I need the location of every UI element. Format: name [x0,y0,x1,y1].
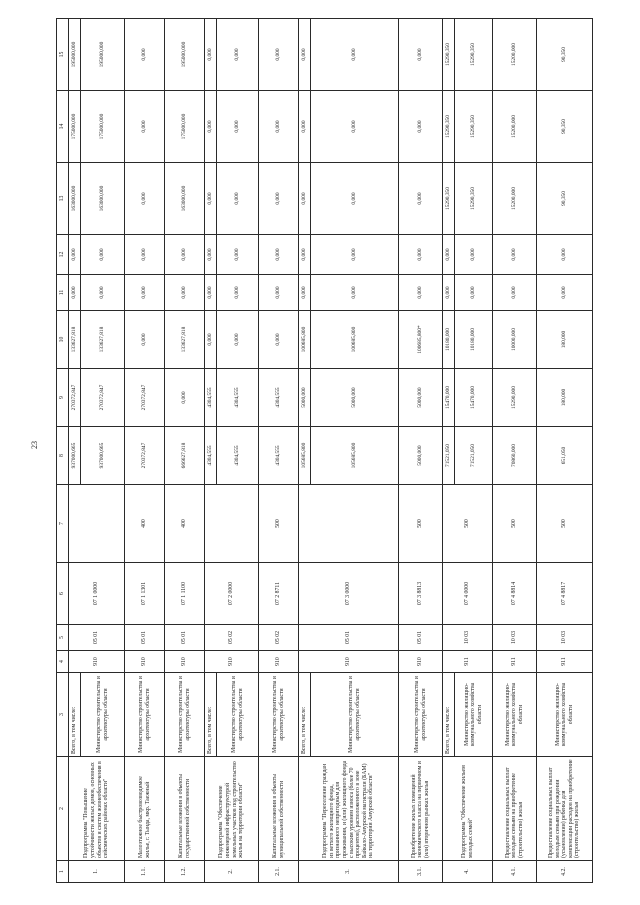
value-cell: 195000,000 [165,19,205,91]
value-cell: 270372,847 [69,369,81,427]
value-cell: 0,000 [165,275,205,311]
code-cell: 500 [493,485,537,563]
budget-table [56,18,593,883]
code-cell: 07 3 8813 [399,563,443,625]
value-cell: 0,000 [125,19,165,91]
value-cell: 0,000 [399,19,443,91]
value-cell: 4304,555 [259,369,299,427]
value-cell: 0,000 [399,235,443,275]
code-cell: 911 [537,651,593,673]
value-cell: 0,000 [455,275,493,311]
value-cell: 666627,818 [165,427,205,485]
code-cell: 400 [165,485,205,563]
code-cell: 500 [443,485,493,563]
subprogram-row [205,19,217,883]
value-cell: 15290,350 [443,91,455,163]
value-cell: 0,000 [205,19,217,91]
code-cell [69,485,125,563]
number-cell: 3.1. [399,861,443,883]
executor-cell: Всего, в том числе: [299,673,311,757]
code-cell: 910 [69,651,125,673]
code-cell: 910 [205,651,259,673]
value-cell: 15290,350 [443,163,455,235]
value-cell: 0,000 [205,91,217,163]
value-cell: 0,000 [217,235,259,275]
executor-cell: Министерство строительства и архитектуры области [259,673,299,757]
value-cell: 270372,847 [125,427,165,485]
table-row [81,19,125,883]
column-number-row [57,19,69,883]
value-cell: 163000,000 [165,163,205,235]
value-cell: 71521,050 [443,427,455,485]
value-cell: 5000,000 [299,369,311,427]
executor-cell: Министерство строительства и архитектуры области [81,673,125,757]
value-cell: 180,000 [537,311,593,369]
value-cell: 0,000 [205,275,217,311]
name-cell: Подпрограмма "Повышение устойчивости жилых домов, основных объектов и систем жизнеобеспечения в сейсмических районах области" [69,757,125,861]
value-cell: 175000,000 [69,91,81,163]
value-cell: 0,000 [165,369,205,427]
code-cell [299,485,399,563]
value-cell: 15200,000 [493,163,537,235]
value-cell: 15290,000 [493,369,537,427]
value-cell: 10000,000 [493,311,537,369]
code-cell: 910 [165,651,205,673]
name-cell: Подпрограмма "Обеспечение инженерной инфраструктурой земельных участков под строительство жилья на территории области" [205,757,259,861]
table-row [399,19,443,883]
value-cell: 10180,000 [443,311,455,369]
name-cell: Предоставление социальных выплат молодым семьям при рождении (усыновлении) ребенка для компенсации расходов на приобретение (строительство) жилья [537,757,593,861]
value-cell: 175000,000 [165,91,205,163]
number-cell: 2. [205,861,259,883]
value-cell: 0,000 [205,235,217,275]
value-cell: 4304,555 [205,427,217,485]
executor-cell: Министерство жилищно-коммунального хозяйства области [455,673,493,757]
value-cell: 0,000 [311,163,399,235]
number-cell: 4. [443,861,493,883]
executor-cell: Всего, в том числе: [205,673,217,757]
value-cell: 0,000 [311,19,399,91]
value-cell: 0,000 [299,163,311,235]
value-cell: 0,000 [165,235,205,275]
value-cell: 15470,000 [443,369,455,427]
column-number-header: 3 [57,673,69,757]
value-cell: 0,000 [69,275,81,311]
value-cell: 0,000 [299,275,311,311]
value-cell: 15290,350 [455,91,493,163]
table-body [69,19,593,883]
code-cell: 05 01 [165,625,205,651]
code-cell: 05 02 [259,625,299,651]
column-number-header: 6 [57,563,69,625]
table-row [217,19,259,883]
table-row [125,19,165,883]
value-cell: 0,000 [205,163,217,235]
value-cell: 0,000 [299,91,311,163]
code-cell: 500 [259,485,299,563]
value-cell: 0,000 [217,311,259,369]
value-cell: 0,000 [125,235,165,275]
subprogram-row [443,19,455,883]
executor-cell: Министерство строительства и архитектуры области [125,673,165,757]
value-cell: 270372,847 [125,369,165,427]
table-row [259,19,299,883]
table-row [493,19,537,883]
value-cell: 10180,000 [455,311,493,369]
number-cell: 1.2. [165,861,205,883]
value-cell: 0,000 [259,91,299,163]
number-cell: 3. [299,861,399,883]
code-cell: 07 4 0000 [443,563,493,625]
value-cell: 270372,847 [81,369,125,427]
code-cell: 910 [399,651,443,673]
value-cell: 70860,000 [493,427,537,485]
code-cell: 910 [125,651,165,673]
executor-cell: Министерство жилищно-коммунального хозяйства области [537,673,593,757]
value-cell: 0,000 [259,275,299,311]
page-number: 23 [30,441,39,449]
column-number-header: 1 [57,861,69,883]
column-number-header: 14 [57,91,69,163]
column-number-header: 13 [57,163,69,235]
column-number-header: 8 [57,427,69,485]
name-cell: Малоэтажное быстровозводимое жилье, г. Тында, мкр. Таежный [125,757,165,861]
value-cell: 175000,000 [81,91,125,163]
executor-cell: Всего, в том числе: [69,673,81,757]
code-cell: 05 02 [205,625,259,651]
value-cell: 0,000 [205,311,217,369]
code-cell: 10 03 [443,625,493,651]
value-cell: 0,000 [217,91,259,163]
value-cell: 0,000 [125,163,165,235]
value-cell: 0,000 [299,235,311,275]
name-cell: Приобретение жилых помещений экономического класса на первичном и (или) вторичном рынках жилья [399,757,443,861]
value-cell: 90,350 [537,91,593,163]
code-cell: 07 1 1301 [125,563,165,625]
value-cell: 100685,800* [399,311,443,369]
value-cell: 5000,000 [311,369,399,427]
value-cell: 100685,800 [311,311,399,369]
value-cell: 0,000 [125,275,165,311]
value-cell: 0,000 [537,275,593,311]
table-row [165,19,205,883]
value-cell: 4304,555 [217,427,259,485]
value-cell: 0,000 [125,91,165,163]
value-cell: 133627,818 [81,311,125,369]
number-cell: 1.1. [125,861,165,883]
code-cell: 07 4 8817 [537,563,593,625]
value-cell: 0,000 [69,235,81,275]
value-cell: 0,000 [81,235,125,275]
value-cell: 4304,555 [205,369,217,427]
value-cell: 0,000 [217,163,259,235]
code-cell: 500 [399,485,443,563]
value-cell: 163000,000 [69,163,81,235]
code-cell: 05 01 [299,625,399,651]
value-cell: 195000,000 [69,19,81,91]
value-cell: 15200,000 [493,91,537,163]
name-cell: Капитальные вложения в объекты муниципальной собственности [259,757,299,861]
value-cell: 163000,000 [81,163,125,235]
value-cell: 0,000 [443,275,455,311]
column-number-header: 12 [57,235,69,275]
value-cell: 15200,000 [493,19,537,91]
table-row [537,19,593,883]
number-cell: 2.1. [259,861,299,883]
value-cell: 4304,555 [217,369,259,427]
code-cell [205,485,259,563]
value-cell: 0,000 [399,163,443,235]
value-cell: 0,000 [399,275,443,311]
value-cell: 5000,000 [399,427,443,485]
value-cell: 100685,800 [299,311,311,369]
column-number-header: 2 [57,757,69,861]
code-cell: 05 01 [399,625,443,651]
number-cell: 1. [69,861,125,883]
value-cell: 0,000 [311,235,399,275]
value-cell: 15470,000 [455,369,493,427]
subprogram-row [299,19,311,883]
value-cell: 5000,000 [399,369,443,427]
value-cell: 133627,818 [165,311,205,369]
value-cell: 90,350 [537,19,593,91]
code-cell: 07 1 1100 [165,563,205,625]
value-cell: 0,000 [493,235,537,275]
value-cell: 0,000 [259,19,299,91]
value-cell: 4304,555 [259,427,299,485]
value-cell: 0,000 [299,19,311,91]
value-cell: 105685,800 [299,427,311,485]
code-cell: 07 1 0000 [69,563,125,625]
name-cell: Предоставление социальных выплат молодым семьям на приобретение (строительство) жилья [493,757,537,861]
value-cell: 0,000 [259,163,299,235]
rotated-table-container [48,0,638,905]
code-cell: 10 03 [537,625,593,651]
value-cell: 71521,050 [455,427,493,485]
value-cell: 0,000 [399,91,443,163]
number-cell: 4.1. [493,861,537,883]
value-cell: 90,350 [537,163,593,235]
code-cell: 05 01 [125,625,165,651]
executor-cell: Министерство строительства и архитектуры области [165,673,205,757]
column-number-header: 4 [57,651,69,673]
number-cell: 4.2. [537,861,593,883]
value-cell: 0,000 [455,235,493,275]
value-cell: 0,000 [81,275,125,311]
code-cell: 911 [443,651,493,673]
column-number-header: 5 [57,625,69,651]
code-cell: 07 3 0000 [299,563,399,625]
value-cell: 0,000 [217,275,259,311]
code-cell: 910 [299,651,399,673]
code-cell: 10 03 [493,625,537,651]
value-cell: 937000,665 [81,427,125,485]
value-cell: 0,000 [125,311,165,369]
value-cell: 133627,818 [69,311,81,369]
value-cell: 15290,350 [455,163,493,235]
code-cell: 500 [537,485,593,563]
value-cell: 105685,800 [311,427,399,485]
column-number-header: 15 [57,19,69,91]
code-cell: 07 2 8711 [259,563,299,625]
executor-cell: Министерство строительства и архитектуры области [217,673,259,757]
value-cell: 180,000 [537,369,593,427]
column-number-header: 11 [57,275,69,311]
value-cell: 0,000 [259,235,299,275]
value-cell: 651,050 [537,427,593,485]
name-cell: Подпрограмма "Переселение граждан из ветхого жилищного фонда, признанного непригодным для проживания, и (или) жилищного фонда с высоким уровнем износа (более 70 процентов), расположенного в зоне Байкало-Амурской магистрали (БАМ) на территории Амурской области" [299,757,399,861]
code-cell: 07 2 0000 [205,563,259,625]
subprogram-row [69,19,81,883]
table-row [311,19,399,883]
column-number-header: 9 [57,369,69,427]
code-cell: 911 [493,651,537,673]
code-cell: 05 01 [69,625,125,651]
value-cell: 0,000 [259,311,299,369]
value-cell: 0,000 [311,275,399,311]
column-number-header: 10 [57,311,69,369]
value-cell: 15290,350 [443,19,455,91]
value-cell: 195000,000 [81,19,125,91]
value-cell: 0,000 [493,275,537,311]
name-cell: Подпрограмма "Обеспечение жильем молодых семей" [443,757,493,861]
value-cell: 15290,350 [455,19,493,91]
executor-cell: Министерство строительства и архитектуры области [399,673,443,757]
value-cell: 0,000 [443,235,455,275]
table-row [455,19,493,883]
value-cell: 0,000 [537,235,593,275]
column-number-header: 7 [57,485,69,563]
value-cell: 0,000 [217,19,259,91]
name-cell: Капитальные вложения в объекты государственной собственности [165,757,205,861]
value-cell: 937000,665 [69,427,81,485]
code-cell: 910 [259,651,299,673]
value-cell: 0,000 [311,91,399,163]
executor-cell: Всего, в том числе: [443,673,455,757]
executor-cell: Министерство строительства и архитектуры области [311,673,399,757]
code-cell: 07 4 8814 [493,563,537,625]
code-cell: 400 [125,485,165,563]
executor-cell: Министерство жилищно-коммунального хозяйства области [493,673,537,757]
